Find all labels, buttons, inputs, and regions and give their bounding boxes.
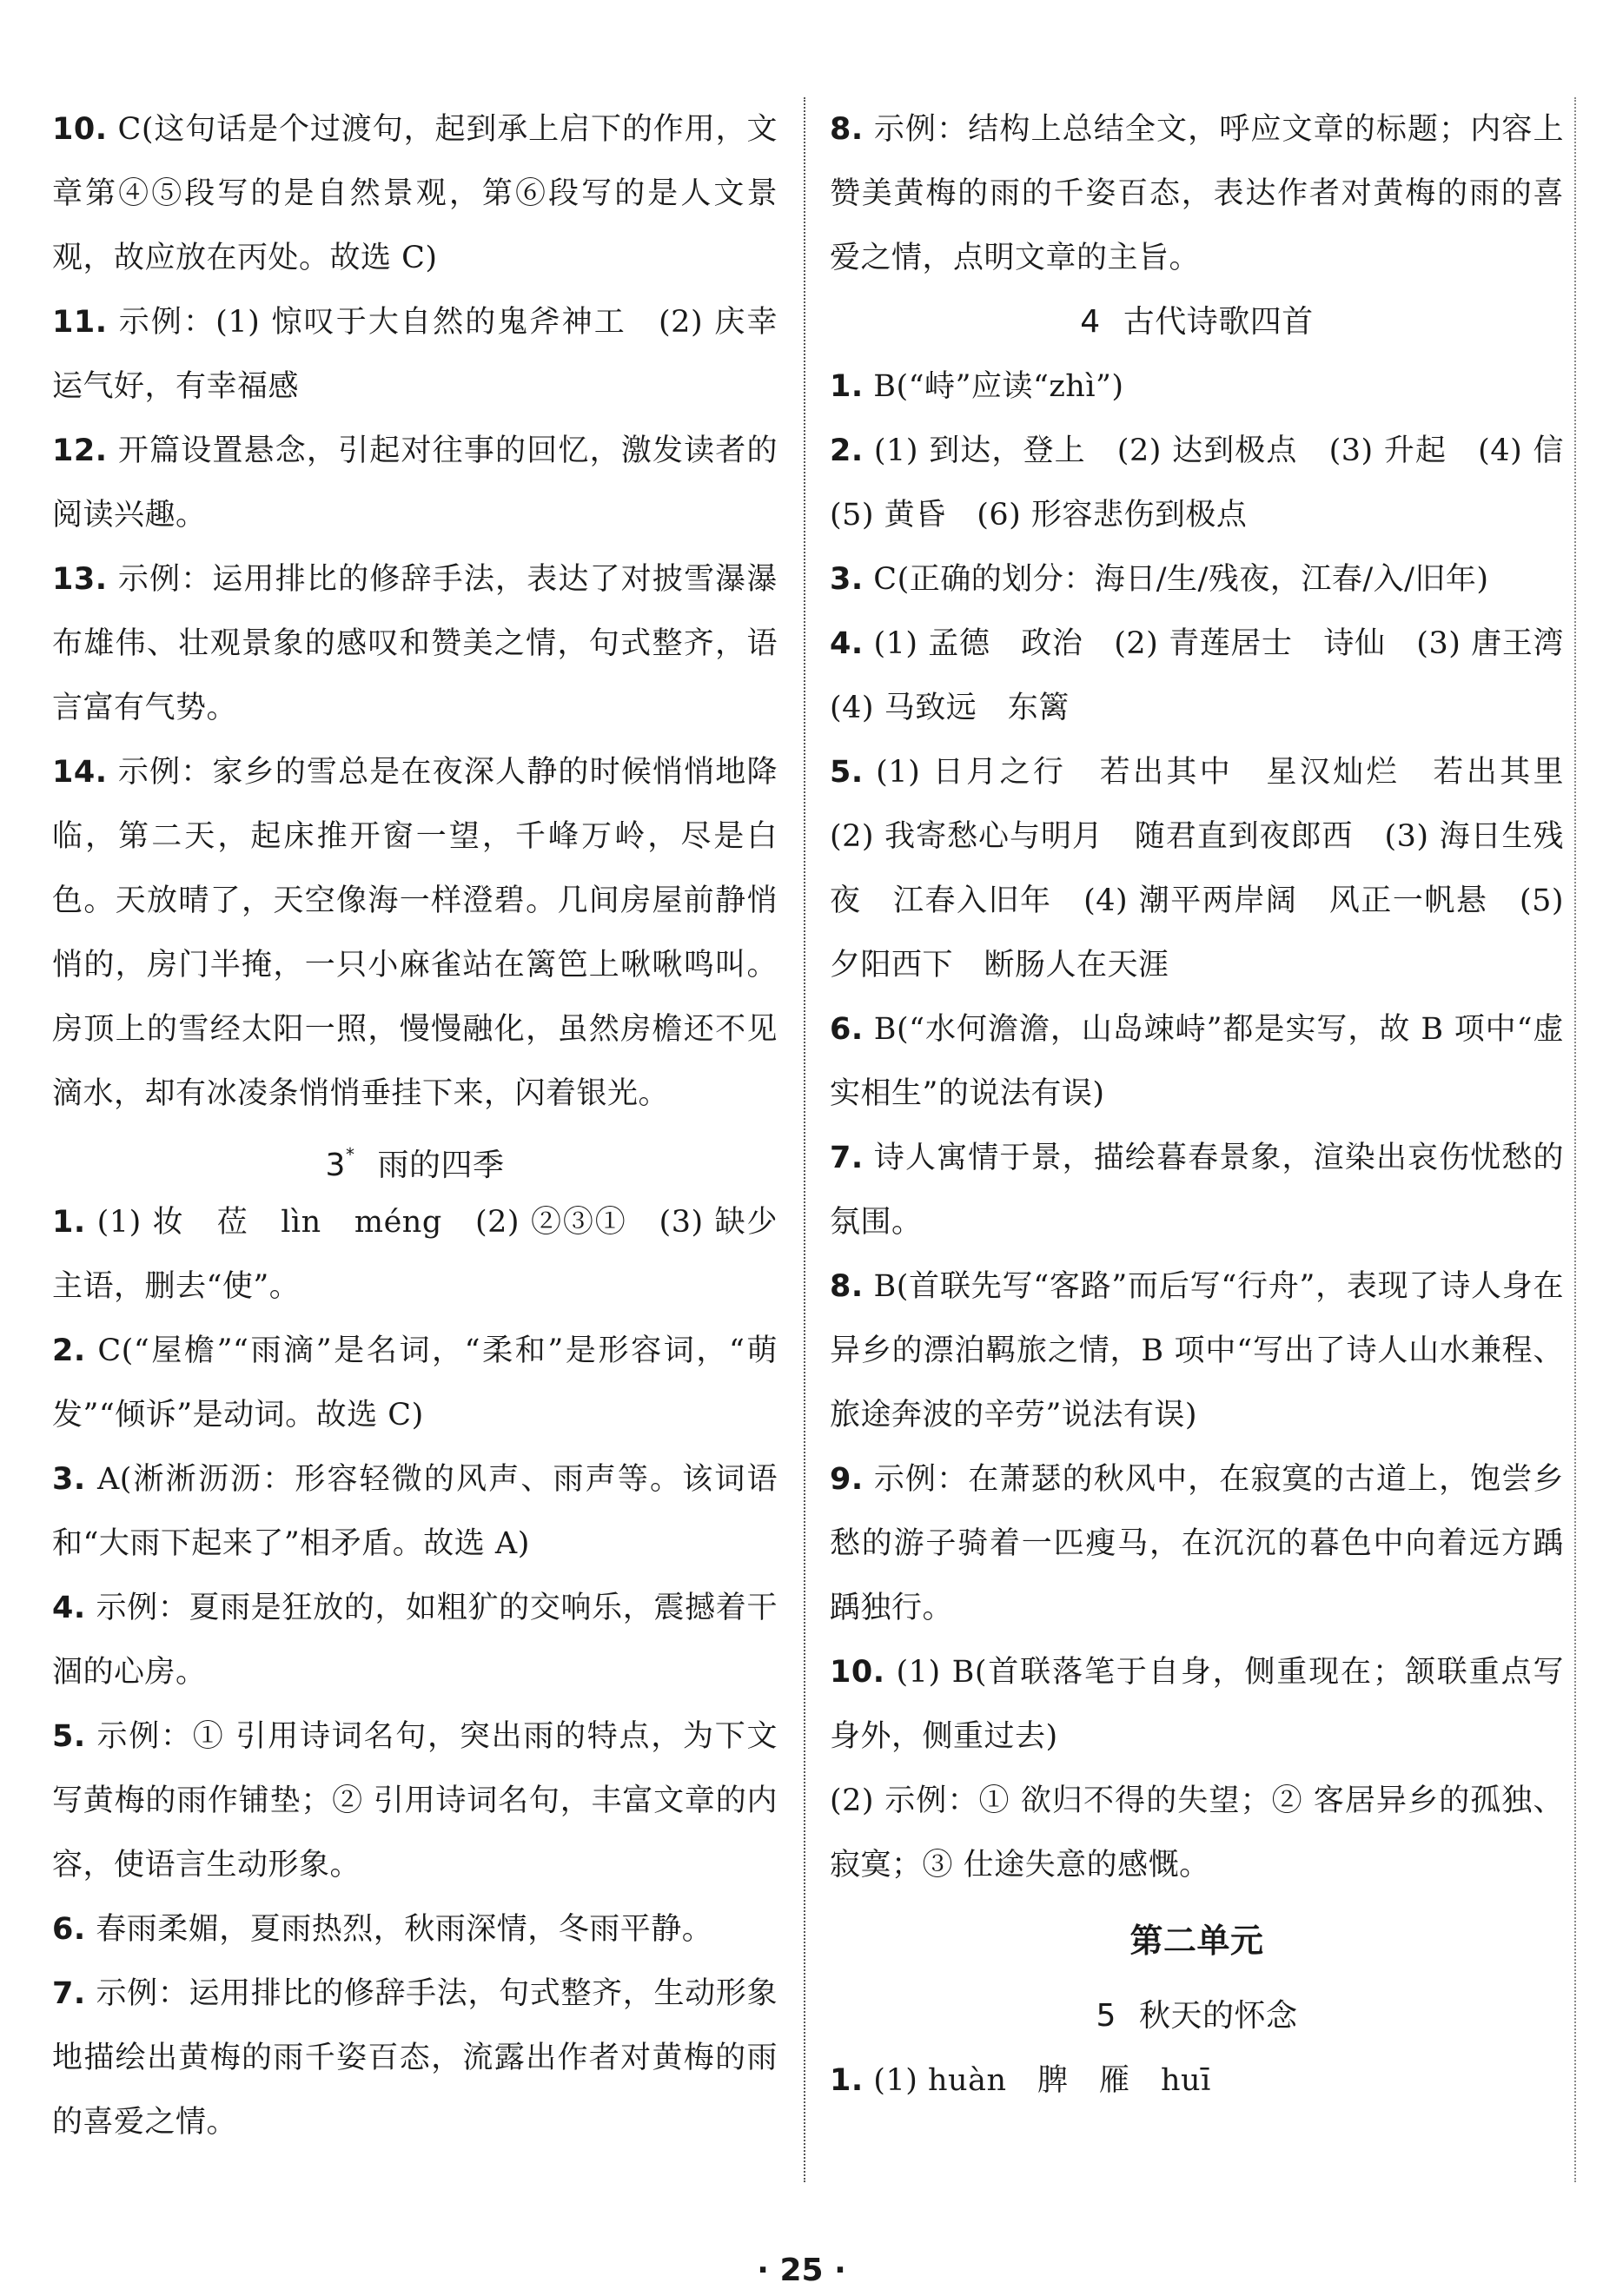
page-number: · 25 ·: [757, 2253, 846, 2288]
right-margin-divider: [1574, 97, 1576, 2182]
item-number: 7.: [52, 1976, 86, 2011]
lesson-title: 古代诗歌四首: [1123, 304, 1314, 340]
item-number: 6.: [52, 1912, 86, 1947]
lesson-number: 5: [1096, 1998, 1116, 2034]
answer-item: [52, 1962, 778, 2154]
answer-item: [52, 419, 778, 547]
lesson-heading: [52, 1126, 778, 1190]
right-column: [830, 97, 1595, 2113]
answer-item: [830, 97, 1564, 290]
answer-item: [52, 97, 778, 290]
item-number: 2.: [830, 433, 864, 468]
lesson-number: 3: [325, 1148, 346, 1183]
item-text: B(“水何澹澹，山岛竦峙”都是实写，故 B 项中“虚实相生”的说法有误): [830, 1012, 1564, 1111]
item-number: 8.: [830, 1269, 864, 1304]
item-text: 示例：(1) 惊叹于大自然的鬼斧神工 (2) 庆幸运气好，有幸福感: [52, 305, 778, 404]
answer-item: [52, 1447, 778, 1576]
answer-item: [830, 1769, 1564, 1897]
item-text: A(淅淅沥沥：形容轻微的风声、雨声等。该词语和“大雨下起来了”相矛盾。故选 A): [52, 1462, 778, 1561]
item-text: 春雨柔媚，夏雨热烈，秋雨深情，冬雨平静。: [96, 1912, 713, 1947]
lesson-heading: [830, 290, 1564, 354]
answer-item: [830, 1640, 1564, 1769]
item-number: 8.: [830, 112, 864, 147]
item-text: 示例：运用排比的修辞手法，句式整齐，生动形象地描绘出黄梅的雨千姿百态，流露出作者对黄梅的雨的喜爱之情。: [52, 1976, 778, 2140]
item-text: (1) B(首联落笔于自身，侧重现在；颔联重点写身外，侧重过去): [830, 1655, 1564, 1754]
item-number: 14.: [52, 755, 108, 790]
lesson-title: 秋天的怀念: [1138, 1998, 1298, 2034]
item-text: 示例：家乡的雪总是在夜深人静的时候悄悄地降临，第二天，起床推开窗一望，千峰万岭，尽是白色。天放晴了，天空像海一样澄碧。几间房屋前静悄悄的，房门半掩，一只小麻雀站在篱笆上啾啾鸣叫。房顶上的雪经太阳一照，慢慢融化，虽然房檐还不见滴水，却有冰凌条悄悄垂挂下来，闪着银光。: [52, 755, 778, 1111]
item-number: 5.: [52, 1719, 86, 1754]
answer-item: [830, 419, 1595, 547]
answer-item: [52, 740, 778, 1126]
item-text: 示例：运用排比的修辞手法，表达了对披雪瀑瀑布雄伟、壮观景象的感叹和赞美之情，句式整齐，语言富有气势。: [52, 562, 778, 725]
answer-item: [830, 2048, 1564, 2113]
answer-item: [52, 1897, 778, 1962]
item-text: 开篇设置悬念，引起对往事的回忆，激发读者的阅读兴趣。: [52, 433, 778, 533]
item-number: 13.: [52, 562, 108, 597]
item-text: C(这句话是个过渡句，起到承上启下的作用，文章第④⑤段写的是自然景观，第⑥段写的是人文景观，故应放在丙处。故选 C): [52, 112, 778, 275]
answer-item: [830, 1447, 1564, 1640]
item-text: (1) 到达，登上 (2) 达到极点 (3) 升起 (4) 信 (5) 黄昏 (6) 形容悲伤到极点: [830, 433, 1595, 533]
item-number: 6.: [830, 1012, 864, 1047]
item-number: 11.: [52, 305, 108, 340]
item-number: 10.: [52, 112, 108, 147]
answer-item: [830, 1254, 1564, 1447]
answer-item: [52, 547, 778, 740]
answer-item: [52, 1576, 778, 1704]
lesson-mark: *: [345, 1144, 355, 1165]
item-text: B(“峙”应读“zhì”): [873, 369, 1124, 404]
answer-item: [830, 354, 1564, 419]
column-divider: [804, 97, 805, 2182]
item-number: 3.: [830, 562, 864, 597]
answer-item: [830, 547, 1564, 612]
item-number: 10.: [830, 1655, 885, 1690]
item-text: C(正确的划分：海日/生/残夜，江春/入/旧年): [873, 562, 1489, 597]
item-number: 1.: [830, 369, 864, 404]
item-text: (1) 妆 莅 lìn méng (2) ②③① (3) 缺少主语，删去“使”。: [52, 1205, 778, 1304]
item-number: 9.: [830, 1462, 864, 1497]
item-number: 4.: [830, 626, 864, 661]
answer-item: [52, 1190, 778, 1319]
item-text: 示例：夏雨是狂放的，如粗犷的交响乐，震撼着干涸的心房。: [52, 1591, 778, 1690]
item-number: 7.: [830, 1141, 864, 1175]
item-number: 1.: [830, 2063, 864, 2098]
answer-item: [830, 1126, 1564, 1254]
item-text: C(“屋檐”“雨滴”是名词，“柔和”是形容词，“萌发”“倾诉”是动词。故选 C): [52, 1333, 778, 1433]
item-number: 1.: [52, 1205, 86, 1240]
left-column: [52, 97, 778, 2154]
lesson-number: 4: [1080, 304, 1101, 340]
item-number: 4.: [52, 1591, 86, 1625]
item-text: 示例：结构上总结全文，呼应文章的标题；内容上赞美黄梅的雨的千姿百态，表达作者对黄梅的雨的喜爱之情，点明文章的主旨。: [830, 112, 1564, 275]
item-text: (2) 示例：① 欲归不得的失望；② 客居异乡的孤独、寂寞；③ 仕途失意的感慨。: [830, 1783, 1564, 1882]
item-text: (1) 孟德 政治 (2) 青莲居士 诗仙 (3) 唐王湾 (4) 马致远 东篱: [830, 626, 1595, 725]
item-text: B(首联先写“客路”而后写“行舟”，表现了诗人身在异乡的漂泊羁旅之情，B 项中“写出了诗人山水兼程、旅途奔波的辛劳”说法有误): [830, 1269, 1564, 1433]
lesson-title: 雨的四季: [377, 1148, 505, 1183]
unit-heading: 第二单元: [1129, 1921, 1264, 1960]
answer-item: [52, 1319, 778, 1447]
item-text: (1) 日月之行 若出其中 星汉灿烂 若出其里 (2) 我寄愁心与明月 随君直到夜郎西 (3) 海日生残夜 江春入旧年 (4) 潮平两岸阔 风正一帆悬 (5) 夕阳西下 断肠人在天涯: [830, 755, 1595, 983]
answer-item: [52, 1704, 778, 1897]
answer-item: [830, 612, 1595, 740]
item-number: 12.: [52, 433, 108, 468]
answer-item: [830, 997, 1564, 1126]
item-number: 5.: [830, 755, 864, 790]
item-text: 示例：在萧瑟的秋风中，在寂寞的古道上，饱尝乡愁的游子骑着一匹瘦马，在沉沉的暮色中向着远方踽踽独行。: [830, 1462, 1564, 1625]
item-number: 3.: [52, 1462, 86, 1497]
item-text: (1) huàn 脾 雁 huī: [873, 2063, 1211, 2098]
lesson-heading: [830, 1984, 1564, 2048]
answer-item: [52, 290, 778, 419]
item-number: 2.: [52, 1333, 86, 1368]
item-text: 示例：① 引用诗词名句，突出雨的特点，为下文写黄梅的雨作铺垫；② 引用诗词名句，丰富文章的内容，使语言生动形象。: [52, 1719, 778, 1882]
item-text: 诗人寓情于景，描绘暮春景象，渲染出哀伤忧愁的氛围。: [830, 1141, 1564, 1240]
answer-item: [830, 740, 1595, 997]
